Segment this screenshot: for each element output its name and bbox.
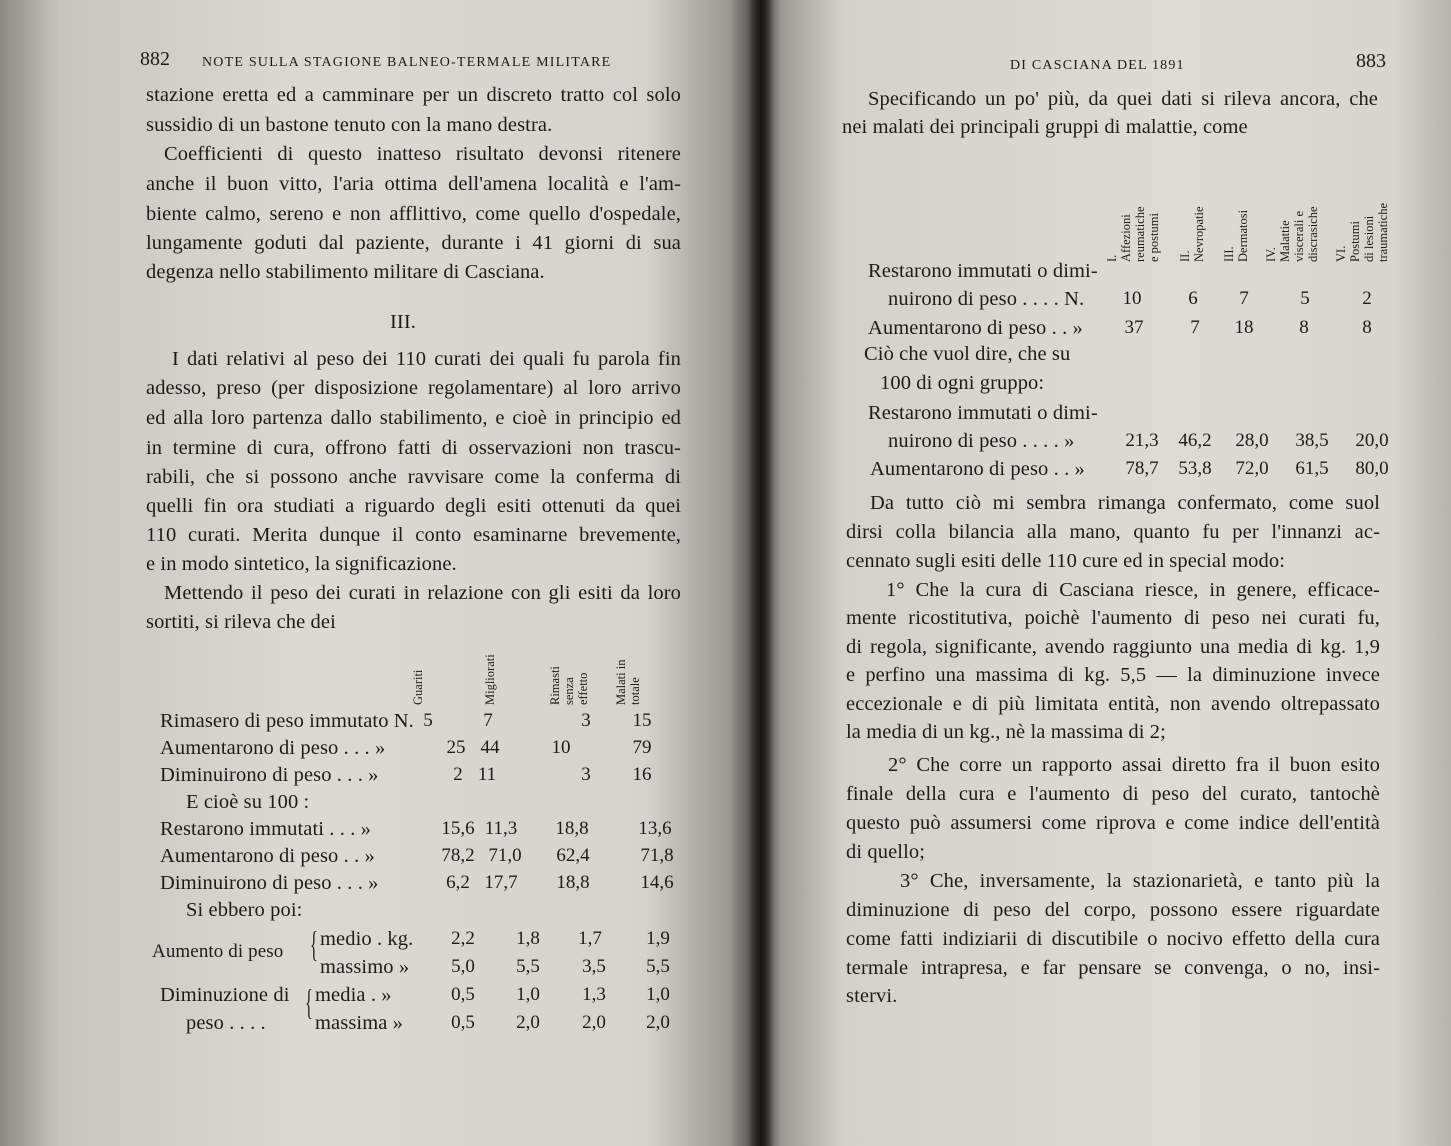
left-table-header-migliorati: Migliorati xyxy=(483,654,497,705)
right-page xyxy=(760,0,1451,1146)
right-para1-line-1: Da tutto ciò mi sembra rimanga confermato, come suol xyxy=(870,492,1380,514)
left-row-6-v4: 71,8 xyxy=(640,845,674,866)
right-table-header-4: IV. Malattie viscerali e discrasiche xyxy=(1264,206,1320,262)
right-row2-v5: 8 xyxy=(1362,317,1372,338)
right-row1-v2: 6 xyxy=(1188,288,1198,309)
page-number-left: 882 xyxy=(140,48,170,70)
left-row-2-v1: 25 xyxy=(446,737,466,758)
right-para3-line-1: 2° Che corre un rapporto assai diretto fra il buon esito xyxy=(888,754,1380,776)
right-row3-v1: 21,3 xyxy=(1125,430,1159,451)
left-row-3-v4: 16 xyxy=(632,764,652,785)
right-row3-v5: 20,0 xyxy=(1355,430,1389,451)
left-row-7-label: Diminuirono di peso . . . » xyxy=(160,872,379,894)
left-para2-line-3: ed alla loro partenza dallo stabilimento, e cioè in principio ed xyxy=(146,407,681,429)
right-row3-label-1: Restarono immutati o dimi- xyxy=(868,402,1098,424)
left-table-header-guariti: Guariti xyxy=(411,669,425,705)
left-row-5-v1: 15,6 xyxy=(441,818,475,839)
diminuzione-sub-2-label: massima » xyxy=(315,1012,404,1034)
right-para3-line-4: di quello; xyxy=(846,841,926,863)
right-para4-line-1: 3° Che, inversamente, la stazionarietà, e tanto più la xyxy=(900,870,1380,892)
left-row-8-label: Si ebbero poi: xyxy=(186,899,303,921)
left-para2-line-2: adesso, preso (per disposizione regolamentare) al loro arrivo xyxy=(146,377,681,399)
left-para1-line-1: Coefficienti di questo inatteso risultato devonsi ritenere xyxy=(164,143,681,165)
right-row4-v1: 78,7 xyxy=(1125,458,1159,479)
aumento-label: Aumento di peso xyxy=(152,941,284,962)
diminuzione-sub-1-v1: 0,5 xyxy=(451,984,475,1005)
left-row-2-v4: 79 xyxy=(632,737,652,758)
right-para4-line-5: stervi. xyxy=(846,985,898,1007)
left-para2-line-6: quelli fin ora studiati a riguardo degli esiti ottenuti da quei xyxy=(146,495,681,517)
left-para1-line-5: degenza nello stabilimento militare di Casciana. xyxy=(146,261,545,283)
aumento-sub-1-v3: 1,7 xyxy=(578,928,602,949)
left-para2-line-7: 110 curati. Merita dunque il conto esaminarne brevemente, xyxy=(146,524,681,546)
left-row-5-v4: 13,6 xyxy=(638,818,672,839)
right-table-header-5: VI. Postumi di lesioni traumatiche xyxy=(1334,203,1390,262)
left-row-6-v1: 78,2 xyxy=(441,845,475,866)
left-para2-line-8: e in modo sintetico, la significazione. xyxy=(146,553,457,575)
right-row2-label: Aumentarono di peso . . » xyxy=(868,317,1083,339)
left-row-6-v3: 62,4 xyxy=(556,845,590,866)
left-row-7-v4: 14,6 xyxy=(640,872,674,893)
right-para2-line-2: mente ricostitutiva, poichè l'aumento di peso nei curati fu, xyxy=(846,607,1380,629)
left-row-7-v1: 6,2 xyxy=(446,872,470,893)
left-row-7-v3: 18,8 xyxy=(556,872,590,893)
right-para4-line-4: termale intrapresa, e far pensare se convenga, o no, insi- xyxy=(846,957,1380,979)
right-para1-line-2: dirsi colla bilancia alla mano, quanto fu per l'innanzi ac- xyxy=(846,521,1380,543)
aumento-sub-1-v1: 2,2 xyxy=(451,928,475,949)
aumento-sub-1-label: medio . kg. xyxy=(320,928,414,950)
page-number-right: 883 xyxy=(1356,50,1386,72)
right-row4-v5: 80,0 xyxy=(1355,458,1389,479)
left-para3-line-2: sortiti, si rileva che dei xyxy=(146,611,336,633)
aumento-sub-2-v4: 5,5 xyxy=(646,956,670,977)
aumento-sub-2-label: massimo » xyxy=(320,956,410,978)
right-para2-line-3: di regola, significante, avendo raggiunto una media di kg. 1,9 xyxy=(846,636,1380,658)
aumento-brace: { xyxy=(310,924,318,964)
right-row2-v1: 37 xyxy=(1124,317,1144,338)
left-row-5-v3: 18,8 xyxy=(555,818,589,839)
left-intro-line-2: sussidio di un bastone tenuto con la mano destra. xyxy=(146,114,553,136)
left-row-1-v3: 3 xyxy=(581,710,591,731)
right-row3-v4: 38,5 xyxy=(1295,430,1329,451)
running-head-left: NOTE SULLA STAGIONE BALNEO-TERMALE MILITARE xyxy=(202,55,612,70)
right-row1-label-1: Restarono immutati o dimi- xyxy=(868,260,1098,282)
left-para3-line-1: Mettendo il peso dei curati in relazione con gli esiti da loro xyxy=(164,582,681,604)
left-intro-line-1: stazione eretta ed a camminare per un discreto tratto col solo xyxy=(146,84,681,106)
right-row2-v4: 8 xyxy=(1299,317,1309,338)
aumento-sub-2-v3: 3,5 xyxy=(582,956,606,977)
right-intro-line-2: nei malati dei principali gruppi di malattie, come xyxy=(842,116,1248,138)
right-row1-v4: 5 xyxy=(1300,288,1310,309)
left-row-1-v1: 5 xyxy=(423,710,433,731)
left-row-2-v2: 44 xyxy=(480,737,500,758)
right-row3-v2: 46,2 xyxy=(1178,430,1212,451)
left-row-1-v4: 15 xyxy=(632,710,652,731)
diminuzione-sub-2-v2: 2,0 xyxy=(516,1012,540,1033)
section-title: III. xyxy=(390,311,417,333)
left-para1-line-2: anche il buon vitto, l'aria ottima dell'amena località e l'am- xyxy=(146,173,681,195)
left-row-1-label: Rimasero di peso immutato N. xyxy=(160,710,414,732)
aumento-sub-2-v1: 5,0 xyxy=(451,956,475,977)
left-row-2-v3: 10 xyxy=(551,737,571,758)
right-note-line-2: 100 di ogni gruppo: xyxy=(880,372,1045,394)
left-para2-line-5: rabili, che si possono anche ravvisare come la conferma di xyxy=(146,466,681,488)
diminuzione-sub-1-label: media . » xyxy=(315,984,392,1006)
diminuzione-label-1: Diminuzione di xyxy=(160,984,290,1006)
right-row2-v2: 7 xyxy=(1190,317,1200,338)
aumento-sub-2-v2: 5,5 xyxy=(516,956,540,977)
right-row2-v3: 18 xyxy=(1234,317,1254,338)
left-table-header-rimasti: Rimasti senza effetto xyxy=(548,666,590,705)
left-row-6-v2: 71,0 xyxy=(488,845,522,866)
right-para1-line-3: cennato sugli esiti delle 110 cure ed in special modo: xyxy=(846,550,1286,572)
diminuzione-sub-1-v4: 1,0 xyxy=(646,984,670,1005)
right-para4-line-3: come fatti indiziarii di discutibile o nocivo effetto della cura xyxy=(846,928,1380,950)
right-row4-v4: 61,5 xyxy=(1295,458,1329,479)
right-row1-v1: 10 xyxy=(1122,288,1142,309)
right-row3-label-2: nuirono di peso . . . . » xyxy=(888,430,1075,452)
right-table-header-1: I. Affezioni reumatiche e postumi xyxy=(1105,206,1161,262)
right-row4-v2: 53,8 xyxy=(1178,458,1212,479)
left-row-3-v2: 11 xyxy=(477,764,497,785)
right-para3-line-3: questo può assumersi come riprova e come indice dell'entità xyxy=(846,812,1380,834)
left-table-header-totale: Malati in totale xyxy=(614,659,642,705)
left-row-3-label: Diminuirono di peso . . . » xyxy=(160,764,379,786)
right-para2-line-4: e perfino una massima di kg. 5,5 — la diminuzione invece xyxy=(846,664,1380,686)
diminuzione-label-2: peso . . . . xyxy=(186,1012,266,1034)
left-row-2-label: Aumentarono di peso . . . » xyxy=(160,737,386,759)
right-row3-v3: 28,0 xyxy=(1235,430,1269,451)
running-head-right: DI CASCIANA DEL 1891 xyxy=(1010,58,1185,73)
left-row-5-v2: 11,3 xyxy=(484,818,518,839)
right-row4-v3: 72,0 xyxy=(1235,458,1269,479)
right-para3-line-2: finale della cura e l'aumento di peso del curato, tantochè xyxy=(846,783,1380,805)
left-row-3-v1: 2 xyxy=(453,764,463,785)
left-para2-line-1: I dati relativi al peso dei 110 curati dei quali fu parola fin xyxy=(172,348,681,370)
left-para1-line-3: biente calmo, sereno e non afflittivo, come quello d'ospedale, xyxy=(146,203,681,225)
right-table-header-3: III. Dermatosi xyxy=(1222,209,1250,262)
right-note-line-1: Ciò che vuol dire, che su xyxy=(864,343,1071,365)
diminuzione-brace: { xyxy=(305,982,313,1022)
left-row-1-v2: 7 xyxy=(483,710,493,731)
book-spine-shadow xyxy=(748,0,774,1146)
aumento-sub-1-v4: 1,9 xyxy=(646,928,670,949)
left-row-4-label: E cioè su 100 : xyxy=(186,791,310,813)
right-row1-v3: 7 xyxy=(1239,288,1249,309)
left-row-5-label: Restarono immutati . . . » xyxy=(160,818,371,840)
right-para2-line-5: eccezionale e di più limitata entità, non avendo oltrepassato xyxy=(846,693,1380,715)
diminuzione-sub-1-v2: 1,0 xyxy=(516,984,540,1005)
right-row4-label: Aumentarono di peso . . » xyxy=(870,458,1085,480)
right-table-header-2: II. Nevropatie xyxy=(1178,206,1206,262)
left-para1-line-4: lungamente goduti dal paziente, durante i 41 giorni di sua xyxy=(146,232,681,254)
left-row-6-label: Aumentarono di peso . . » xyxy=(160,845,375,867)
left-para2-line-4: in termine di cura, offrono fatti di osservazioni non trascu- xyxy=(146,437,681,459)
right-para2-line-1: 1° Che la cura di Casciana riesce, in genere, efficace- xyxy=(886,579,1380,601)
left-row-7-v2: 17,7 xyxy=(484,872,518,893)
diminuzione-sub-2-v3: 2,0 xyxy=(582,1012,606,1033)
right-para4-line-2: diminuzione di peso del corpo, possono essere riguardate xyxy=(846,899,1380,921)
right-row1-v5: 2 xyxy=(1362,288,1372,309)
right-intro-line-1: Specificando un po' più, da quei dati si rileva ancora, che xyxy=(868,88,1378,110)
diminuzione-sub-2-v1: 0,5 xyxy=(451,1012,475,1033)
aumento-sub-1-v2: 1,8 xyxy=(516,928,540,949)
diminuzione-sub-2-v4: 2,0 xyxy=(646,1012,670,1033)
right-row1-label-2: nuirono di peso . . . . N. xyxy=(888,288,1085,310)
right-para2-line-6: la media di un kg., nè la massima di 2; xyxy=(846,721,1166,743)
diminuzione-sub-1-v3: 1,3 xyxy=(582,984,606,1005)
left-row-3-v3: 3 xyxy=(581,764,591,785)
